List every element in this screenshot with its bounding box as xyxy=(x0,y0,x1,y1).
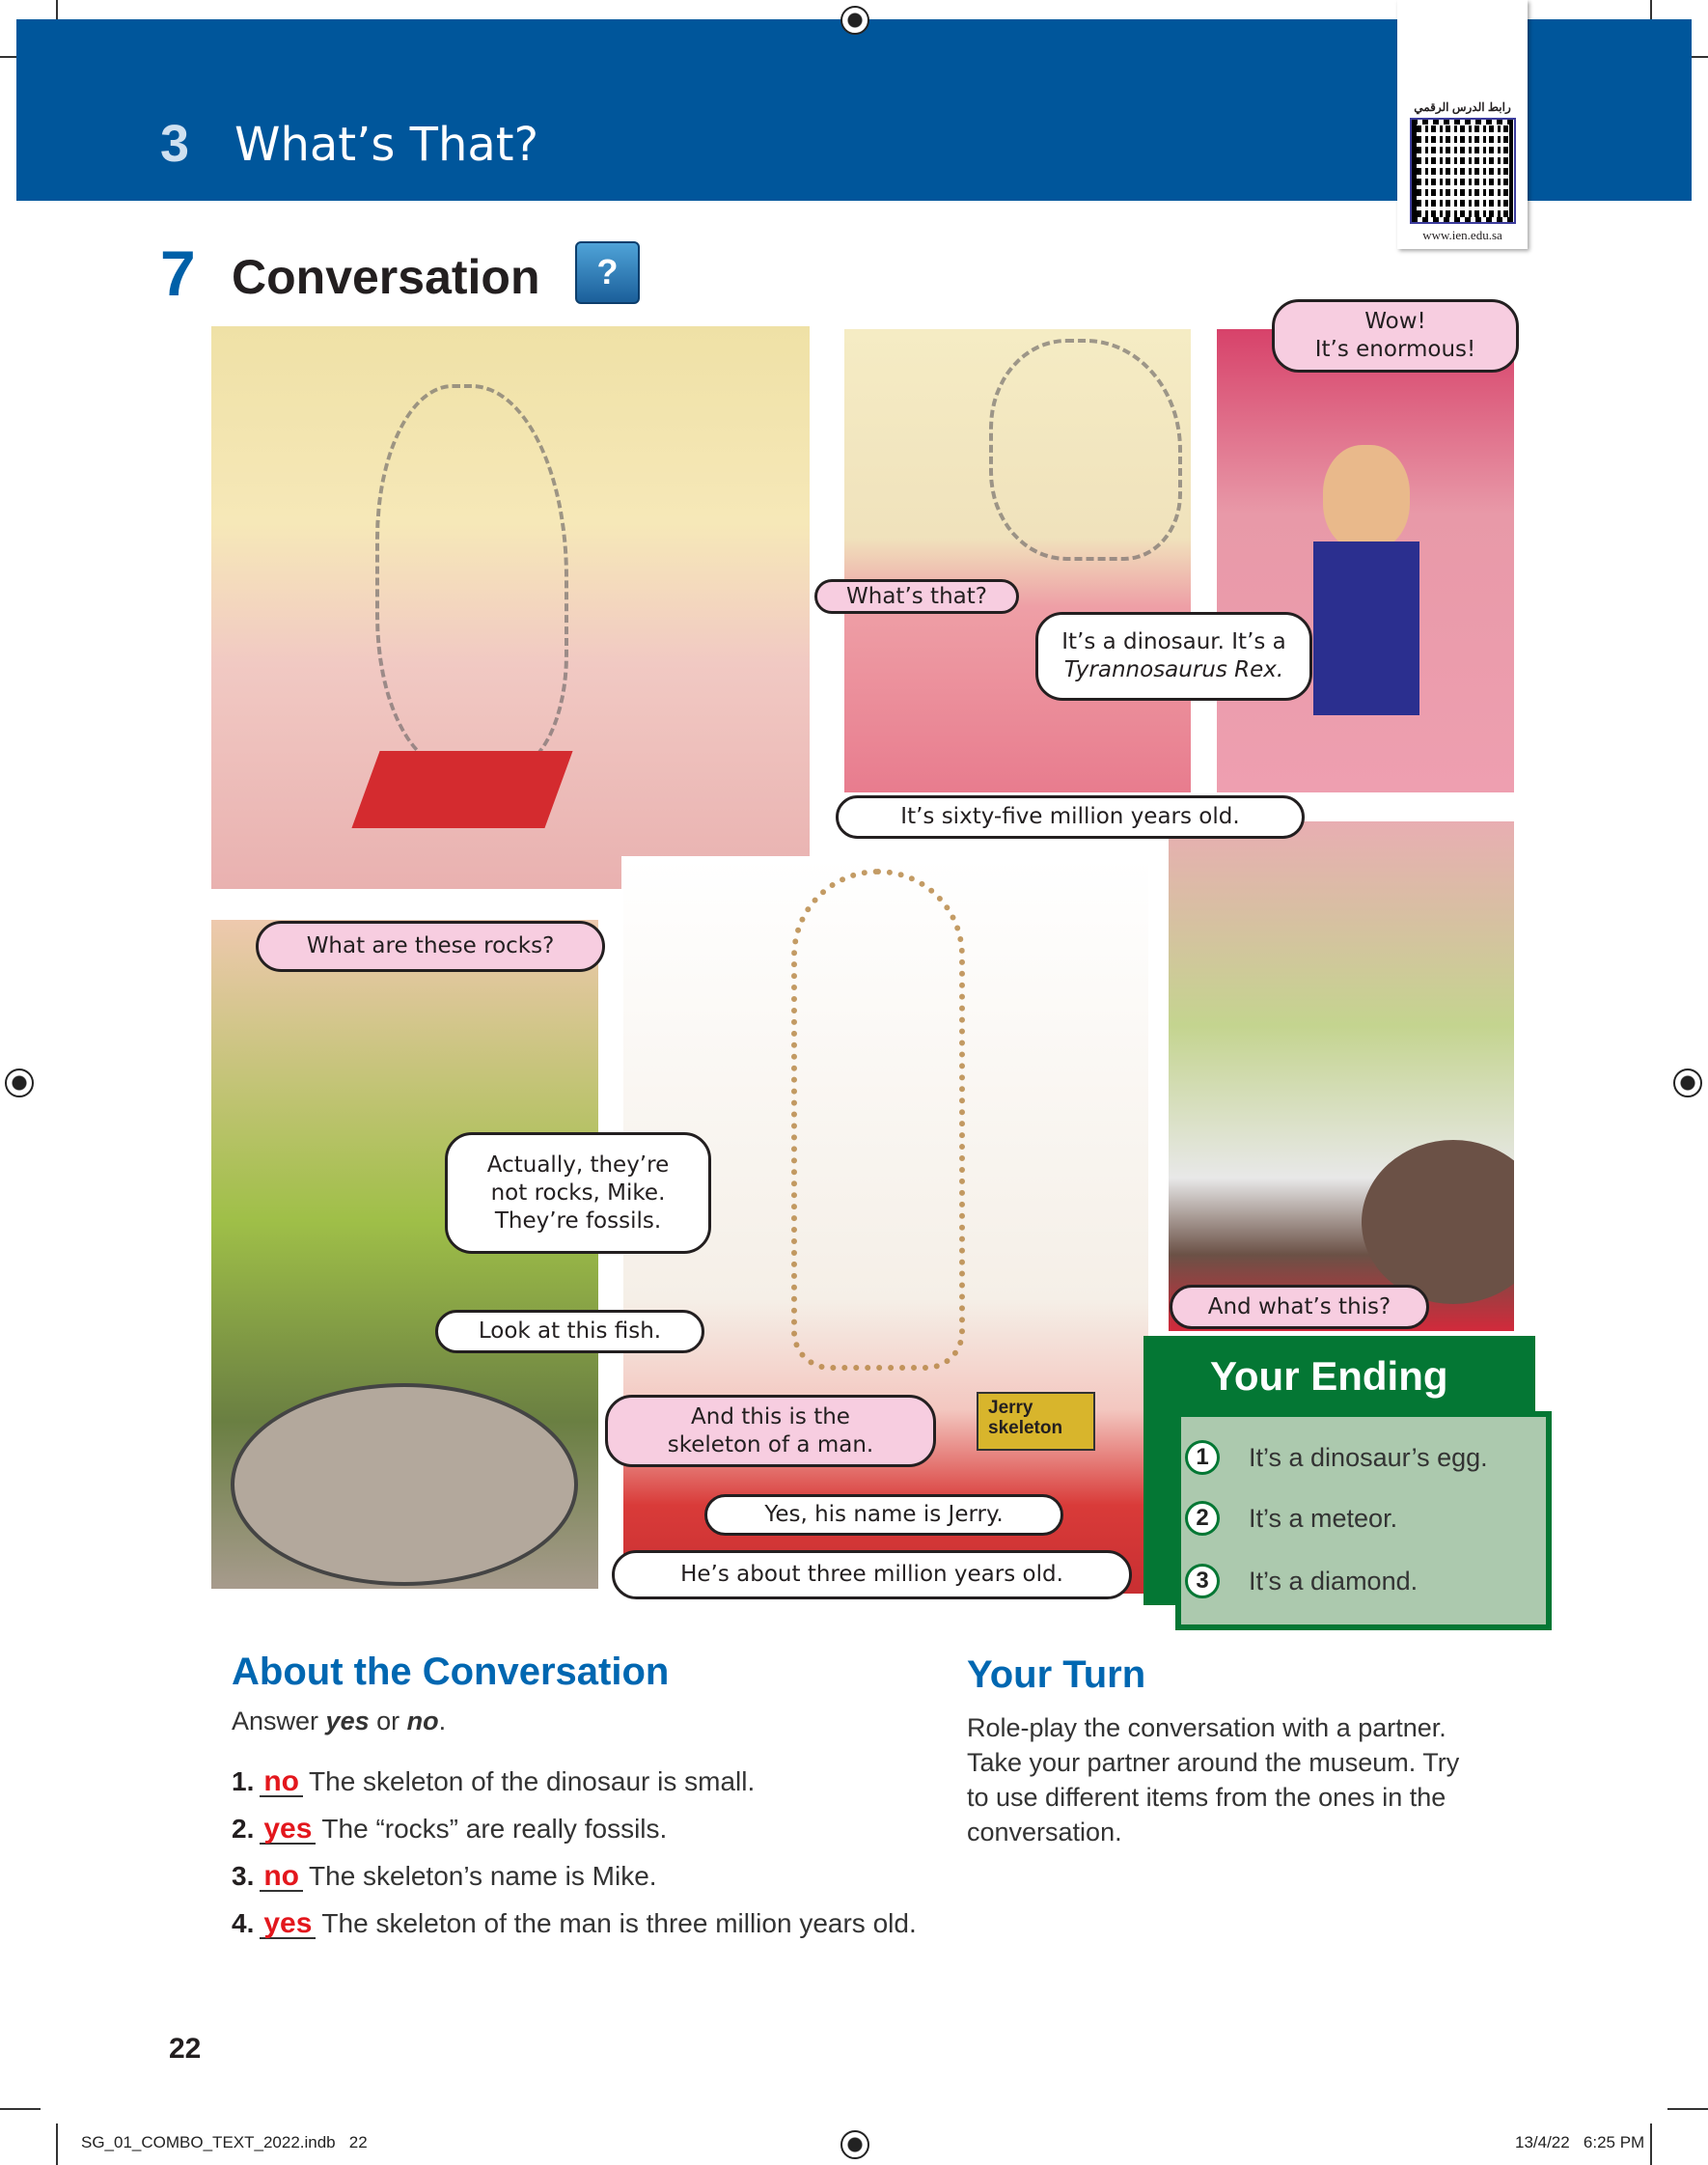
crop-mark xyxy=(0,2108,41,2110)
bubble-line: Tyrannosaurus Rex. xyxy=(1063,657,1284,682)
bubble-line: Yes, his name is Jerry. xyxy=(764,1502,1004,1527)
comic-panel-trex xyxy=(842,327,1193,794)
option-text: It’s a dinosaur’s egg. xyxy=(1249,1442,1488,1472)
q-text: The “rocks” are really fossils. xyxy=(321,1814,668,1844)
bubble-line: skeleton of a man. xyxy=(667,1431,874,1457)
sign-line: skeleton xyxy=(988,1418,1063,1438)
comic-panel-mystery-object xyxy=(1167,819,1516,1333)
bubble-line: He’s about three million years old. xyxy=(680,1562,1063,1587)
text: or xyxy=(369,1707,407,1735)
comic-panel-museum-hall xyxy=(209,324,812,891)
question-item xyxy=(232,1861,657,1892)
q-number: 3. xyxy=(232,1861,255,1891)
page-number: 22 xyxy=(169,2033,202,2065)
answer-field[interactable]: yes xyxy=(260,1910,316,1939)
crop-mark xyxy=(1667,2108,1708,2110)
your-ending-title: Your Ending xyxy=(1210,1353,1448,1399)
bubble-line: And this is the xyxy=(691,1403,850,1429)
your-turn-title: Your Turn xyxy=(967,1653,1146,1696)
option-text: It’s a diamond. xyxy=(1249,1566,1419,1596)
footer-file: SG_01_COMBO_TEXT_2022.indb 22 xyxy=(81,2133,368,2151)
question-item xyxy=(232,1814,667,1845)
digital-lesson-qr-card[interactable] xyxy=(1397,0,1528,249)
qr-code-icon[interactable] xyxy=(1410,118,1516,224)
registration-mark-icon xyxy=(5,1069,34,1097)
answer-field[interactable]: no xyxy=(260,1768,303,1797)
bubble-line: Look at this fish. xyxy=(478,1318,662,1344)
sign-line: Jerry xyxy=(988,1398,1033,1418)
speech-bubble xyxy=(1272,299,1519,373)
ending-option[interactable] xyxy=(1185,1440,1488,1475)
speech-bubble xyxy=(612,1550,1132,1599)
option-text: It’s a meteor. xyxy=(1249,1503,1398,1533)
registration-mark-icon xyxy=(840,2130,869,2159)
answer-field[interactable]: no xyxy=(260,1863,303,1892)
crop-mark xyxy=(1650,2123,1652,2165)
crop-mark xyxy=(56,2123,58,2165)
q-number: 4. xyxy=(232,1908,255,1938)
option-number: 1 xyxy=(1185,1440,1220,1475)
jerry-skeleton-sign xyxy=(977,1392,1095,1451)
answer-field[interactable]: yes xyxy=(260,1816,316,1845)
speech-bubble xyxy=(605,1395,936,1467)
speech-bubble xyxy=(435,1310,704,1353)
bubble-line: What’s that? xyxy=(846,583,987,609)
speech-bubble xyxy=(445,1132,711,1254)
q-text: The skeleton of the dinosaur is small. xyxy=(309,1766,756,1796)
question-item xyxy=(232,1766,755,1797)
your-turn-text: Role-play the conversation with a partner. Take your partner around the museum. Try to use different items from the ones in the conversation. xyxy=(967,1713,1460,1846)
qr-label: رابط الدرس الرقمي xyxy=(1414,100,1511,114)
bubble-line: not rocks, Mike. xyxy=(490,1180,666,1206)
question-item xyxy=(232,1908,917,1939)
q-text: The skeleton’s name is Mike. xyxy=(309,1861,657,1891)
text: no xyxy=(406,1707,439,1735)
bubble-line: What are these rocks? xyxy=(306,933,555,958)
bubble-line: It’s a dinosaur. It’s a xyxy=(1061,629,1286,654)
speech-bubble xyxy=(704,1494,1063,1536)
text: . xyxy=(438,1707,447,1735)
footer-date: 13/4/22 6:25 PM xyxy=(1515,2133,1645,2151)
unit-title: What’s That? xyxy=(234,118,539,172)
option-number: 2 xyxy=(1185,1501,1220,1536)
ending-option[interactable] xyxy=(1185,1501,1397,1536)
section-number: 7 xyxy=(160,237,196,309)
speech-bubble xyxy=(1035,612,1312,701)
text: Answer xyxy=(232,1707,326,1735)
unit-number: 3 xyxy=(160,115,190,173)
about-title: About the Conversation xyxy=(232,1651,670,1693)
question-speech-icon: ? xyxy=(575,241,640,304)
bubble-line: Actually, they’re xyxy=(486,1152,670,1178)
speech-bubble xyxy=(814,579,1019,614)
bubble-line: They’re fossils. xyxy=(494,1207,662,1234)
q-number: 2. xyxy=(232,1814,255,1844)
ending-option[interactable] xyxy=(1185,1564,1418,1598)
comic-panel-boy-amazed xyxy=(1215,327,1516,794)
option-number: 3 xyxy=(1185,1564,1220,1598)
q-number: 1. xyxy=(232,1766,255,1796)
bubble-line: It’s sixty-five million years old. xyxy=(900,804,1240,829)
registration-mark-icon xyxy=(1673,1069,1702,1097)
speech-bubble xyxy=(256,921,605,972)
about-instruction xyxy=(232,1707,446,1736)
bubble-line: Wow! xyxy=(1364,309,1426,334)
speech-bubble xyxy=(836,795,1305,839)
text: yes xyxy=(325,1707,370,1735)
q-text: The skeleton of the man is three million years old. xyxy=(321,1908,917,1938)
bubble-line: It’s enormous! xyxy=(1314,337,1476,362)
section-title: Conversation xyxy=(232,250,540,304)
skeleton-illustration xyxy=(791,869,965,1371)
registration-mark-icon xyxy=(840,6,869,35)
qr-url: www.ien.edu.sa xyxy=(1422,228,1502,242)
bubble-line: And what’s this? xyxy=(1207,1293,1391,1319)
speech-bubble xyxy=(1170,1285,1429,1329)
comic-panel-fossils xyxy=(209,918,600,1591)
